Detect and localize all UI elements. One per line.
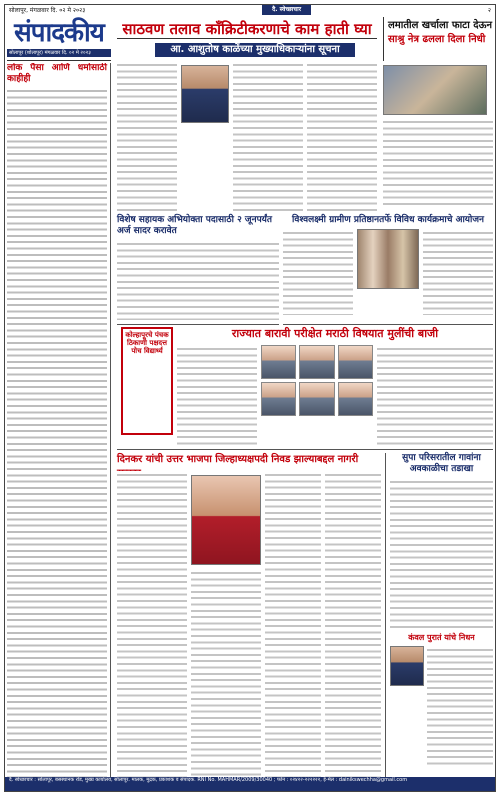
bottom-col-4	[325, 471, 381, 781]
right-top-headline-1: लमातील खर्चाला फाटा देऊन	[388, 20, 492, 31]
masthead-sub: सोलापूर (शोलापूर) मंगळवार दि. ०२ मे २०२३	[7, 49, 111, 57]
mid-left-headline: विशेष सहायक अभियोक्ता पदासाठी २ जूनपर्यंत अर्ज सादर करावेत	[117, 215, 273, 236]
newspaper-page	[4, 4, 496, 792]
page-number: २	[487, 7, 491, 14]
student-portraits	[261, 345, 373, 416]
main-headline: साठवण तलाव काँक्रिटीकरणाचे काम हाती घ्या	[117, 19, 377, 39]
bottom-col-3	[265, 471, 321, 781]
section-headline: राज्यात बारावी परीक्षेत मराठी विषयात मुलींची बाजी	[231, 327, 439, 340]
right-top-story	[383, 17, 493, 61]
bottom-headline: दिनकर यांची उत्तर भाजपा जिल्हाध्यक्षपदी निवड झाल्याबद्दल नागरी	[117, 454, 359, 465]
kicker-banner: आ. आशुतोष काळेंच्या मुख्याधिकाऱ्यांना सूचना	[155, 43, 355, 57]
bottom-right-headline: सुपा परिसरातील गावांना अवकाळीचा तडाखा	[402, 453, 481, 474]
editorial-body-text	[7, 87, 107, 783]
top-story-col-3	[307, 61, 377, 211]
bottom-col-2	[191, 569, 261, 781]
editorial-title: लोक पैसा आणि धर्मासाठी काहीही	[7, 63, 107, 84]
right-top-headline-2: साश्रु नेत्र ढलला दिला निधी	[388, 34, 486, 45]
portrait-photo	[181, 65, 229, 123]
mid-left-story	[117, 215, 279, 325]
notice-box	[121, 327, 173, 435]
student-portrait	[261, 382, 296, 416]
student-portrait	[299, 382, 334, 416]
bottom-right-story	[385, 453, 493, 781]
top-story-col-1	[117, 61, 177, 211]
obituary-headline: कंवल पुरातं यांचे निधन	[408, 633, 475, 642]
mid-right-headline: विश्वलक्ष्मी ग्रामीण प्रतिष्ठानतर्फे विविध कार्यक्रमाचे आयोजन	[292, 215, 484, 225]
paper-name: दै. स्वेच्छाचार	[262, 5, 311, 15]
student-portrait	[299, 345, 334, 379]
group-photo	[383, 65, 487, 115]
editorial-column	[7, 63, 111, 783]
top-story-col-2	[233, 61, 303, 211]
politician-photo	[191, 475, 261, 565]
student-portrait	[261, 345, 296, 379]
event-photo	[357, 229, 419, 289]
notice-box-title: कोल्हापूरचे पंचक ठिकाणी पक्षदत्त पोच विद्यार्थ्य	[125, 331, 169, 355]
section-body-col-2	[377, 345, 493, 445]
obituary-photo	[390, 646, 424, 686]
divider	[117, 449, 493, 450]
student-portrait	[338, 382, 373, 416]
bottom-col-1	[117, 471, 187, 781]
section-body-col-1	[177, 345, 257, 445]
masthead	[7, 17, 111, 61]
footer-imprint: दै. स्वेच्छाचार : सोलापूर, बसस्थानक रोड, मुख्य कार्यालय, सोलापूर. मालक, मुद्रक, प्रकाशक व संपादक. RNI No. MAHMAR/2009/30040 ; फोन : ०२४२२-२२२२२२, ई-मेल : dainikswechha@gmail.com	[5, 777, 495, 791]
section-logo: संपादकीय	[14, 18, 104, 48]
top-info-strip	[5, 5, 495, 15]
mid-right-story	[283, 215, 493, 325]
issue-date: सोलापूर, मंगळवार दि. ०२ मे २०२३	[9, 7, 86, 14]
student-portrait	[338, 345, 373, 379]
right-top-body	[383, 65, 493, 211]
